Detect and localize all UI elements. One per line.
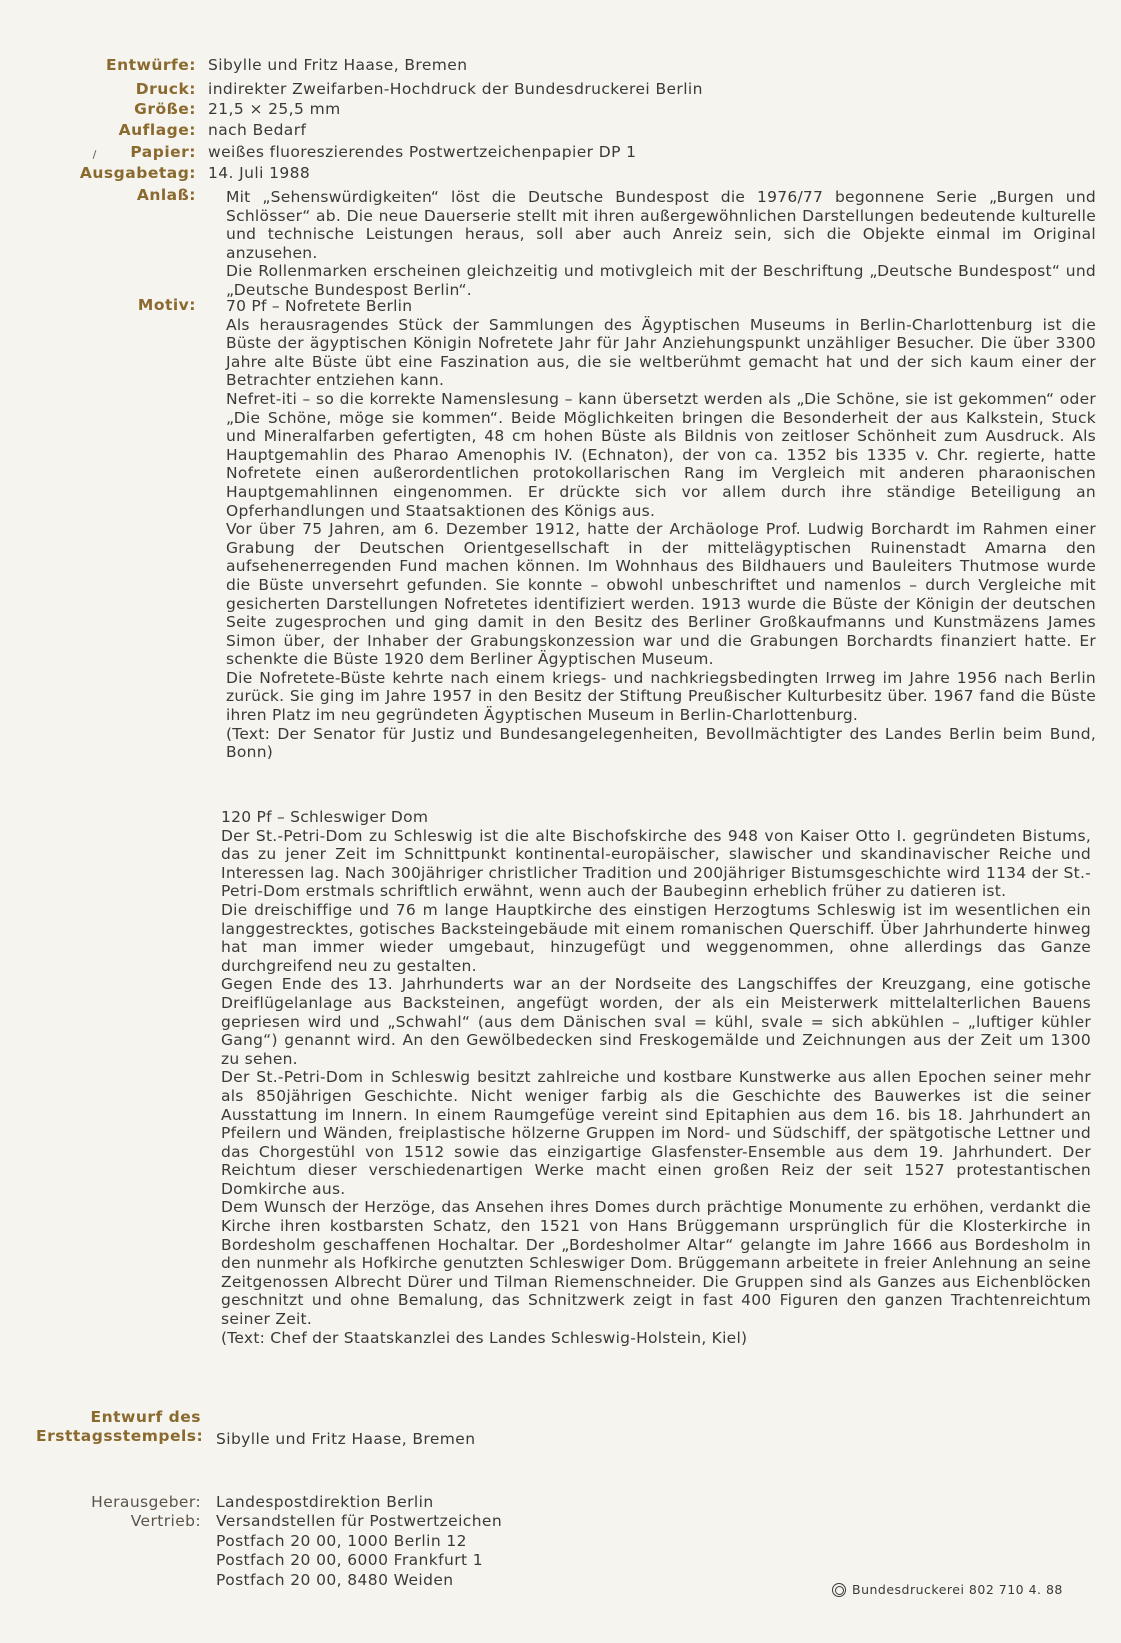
anlass-label-row: [0, 186, 208, 204]
spec-value: 21,5 × 25,5 mm: [208, 100, 341, 118]
spec-label: Ausgabetag:: [79, 164, 196, 182]
paragraph: Die dreischiffige und 76 m lange Hauptkirche des einstigen Herzogtums Schleswig ist im wesentlichen ein langgestrecktes, gotisches Backsteingebäude mit einem romanischen Querschiff. Über Jahrhunderte hinweg hat man immer wieder umgebaut, hinzugefügt und weggenommen, ohne allerdings das Ganze durchgreifend neu zu gestalten.: [221, 900, 1091, 975]
anlass-text: [226, 188, 1096, 300]
paragraph: Nefret-iti – so die korrekte Namenslesung – kann übersetzt werden als „Die Schöne, sie ist gekommen“ oder „Die Schöne, möge sie kommen“. Beide Möglichkeiten bringen die Besonderheit der aus Kalkstein, Stuck und Mineralfarben gefertigten, 48 cm hohen Büste als Bildnis von zeitloser Schönheit zum Ausdruck. Als Hauptgemahlin des Pharao Amenophis IV. (Echnaton), der von ca. 1352 bis 1335 v. Chr. regierte, hatte Nofretete einen außerordentlichen protokollarischen Rang im Vergleich mit anderen pharaonischen Hauptgemahlinnen eingenommen. Er drückte sich vor allem durch ihre ständige Beteiligung an Opferhandlungen und Staatsaktionen des Königs aus.: [226, 389, 1096, 520]
paragraph: Die Nofretete-Büste kehrte nach einem kriegs- und nachkriegsbedingten Irrweg im Jahre 1956 nach Berlin zurück. Sie ging im Jahre 1957 in den Besitz der Stiftung Preußischer Kulturbesitz über. 1967 fand die Büste ihren Platz im neu gegründeten Ägyptischen Museum in Berlin-Charlottenburg.: [226, 668, 1096, 725]
paragraph: Dem Wunsch der Herzöge, das Ansehen ihres Domes durch prächtige Monumente zu erhöhen, verdankt die Kirche ihren kostbarsten Schatz, den 1521 von Hans Brüggemann ursprünglich für die Klosterkirche in Bordesholm geschaffenen Hochaltar. Der „Bordesholmer Altar“ gelangte im Jahre 1666 aus Bordesholm in den nunmehr als Hofkirche genutzten Schleswiger Dom. Brüggemann arbeitete in freier Anlehnung an seine Zeitgenossen Albrecht Dürer und Tilman Riemenschneider. Die Gruppen sind als Ganzes aus Eichenblöcken geschnitzt und ohne Bemalung, das Schnitzwerk zeigt in fast 400 Figuren den ganzen Trachtenreichtum seiner Zeit.: [221, 1198, 1091, 1329]
spec-value: weißes fluoreszierendes Postwertzeichenpapier DP 1: [208, 143, 637, 161]
spec-row-ausgabetag: [0, 164, 310, 182]
spec-value: Sibylle und Fritz Haase, Bremen: [208, 56, 468, 74]
motiv-nofretete: [226, 297, 1096, 762]
spec-label: Druck:: [135, 80, 196, 98]
distribution-line: Versandstellen für Postwertzeichen: [216, 1512, 503, 1530]
distribution-line: Postfach 20 00, 8480 Weiden: [216, 1570, 454, 1589]
stempel-label-line1: Entwurf des: [90, 1408, 201, 1426]
motiv-schleswig: [221, 808, 1091, 1347]
paragraph: Der St.-Petri-Dom zu Schleswig ist die alte Bischofskirche des 948 von Kaiser Otto I. gegründeten Bistums, das zu jener Zeit im Schnittpunkt kontinental-europäischer, slawischer und skandinavischer Reiche und Interessen lag. Nach 300jähriger christlicher Tradition und 200jähriger Bistumsgeschichte wird 1134 der St.-Petri-Dom erstmals schriftlich erwähnt, wenn auch der Baubeginn erheblich früher zu datieren ist.: [221, 826, 1091, 901]
paragraph: Gegen Ende des 13. Jahrhunderts war an der Nordseite des Langschiffes der Kreuzgang, eine gotische Dreiflügelanlage aus Backsteinen, angefügt worden, der als ein Meisterwerk mittelalterlichen Bauens gepriesen wird und „Schwahl“ (aus dem Dänischen sval = kühl, svale = sich abkühlen – „luftiger kühler Gang“) genannt wird. An den Gewölbedecken sind Freskogemälde und Zeichnungen aus der Zeit um 1300 zu sehen.: [221, 975, 1091, 1068]
paragraph: Die Rollenmarken erscheinen gleichzeitig und motivgleich mit der Beschriftung „Deutsche Bundespost“ und „Deutsche Bundespost Berlin“.: [226, 262, 1096, 299]
paragraph: Mit „Sehenswürdigkeiten“ löst die Deutsche Bundespost die 1976/77 begonnene Serie „Burgen und Schlösser“ ab. Die neue Dauerserie stellt mit ihren außergewöhnlichen Darstellungen bedeutende kulturelle und technische Leistungen heraus, soll aber auch Anreiz sein, sich die Objekte einmal im Original anzusehen.: [226, 188, 1096, 262]
spec-label: Papier:: [130, 143, 196, 161]
printer-imprint: [832, 1582, 1063, 1597]
source-note: (Text: Chef der Staatskanzlei des Landes Schleswig-Holstein, Kiel): [221, 1328, 748, 1347]
publisher-label: Herausgeber:: [91, 1493, 201, 1511]
publisher-value: Landespostdirektion Berlin: [216, 1493, 434, 1511]
motiv-title: 120 Pf – Schleswiger Dom: [221, 808, 429, 826]
bundesdruckerei-logo-icon: [832, 1583, 846, 1597]
anlass-label: Anlaß:: [136, 186, 196, 204]
printer-text: Bundesdruckerei 802 710 4. 88: [852, 1582, 1063, 1597]
paragraph: Als herausragendes Stück der Sammlungen des Ägyptischen Museums in Berlin-Charlottenburg ist die Büste der ägyptischen Königin Nofretete Jahr für Jahr Anziehungspunkt unzähliger Besucher. Die über 3300 Jahre alte Büste übt eine Faszination aus, die sie weltberühmt gemacht hat und der sich kaum einer der Betrachter entziehen kann.: [226, 315, 1096, 390]
spec-row-entwuerfe: [0, 56, 467, 74]
spec-row-groesse: [0, 100, 341, 118]
spec-label: Größe:: [134, 100, 196, 118]
distribution-label: Vertrieb:: [130, 1512, 201, 1530]
spec-value: nach Bedarf: [208, 121, 307, 139]
stempel-value: Sibylle und Fritz Haase, Bremen: [216, 1430, 476, 1448]
stempel-label: [36, 1408, 204, 1446]
spec-row-papier: [0, 143, 636, 161]
spec-value: 14. Juli 1988: [208, 164, 311, 182]
distribution-line: Postfach 20 00, 1000 Berlin 12: [216, 1531, 467, 1550]
spec-label: Entwürfe:: [106, 56, 196, 74]
spec-row-druck: [0, 80, 703, 98]
spec-label: Auflage:: [118, 121, 196, 139]
spec-row-auflage: [0, 121, 306, 139]
motiv-label-row: [0, 296, 208, 314]
paragraph: Vor über 75 Jahren, am 6. Dezember 1912, hatte der Archäologe Prof. Ludwig Borchardt im Rahmen einer Grabung der Deutschen Orientgesellschaft in der mittelägyptischen Ruinenstadt Amarna den aufsehenerregenden Fund machen können. Im Wohnhaus des Bildhauers und Bauleiters Thutmose wurde die Büste unversehrt gefunden. Sie konnte – obwohl unbeschriftet und namenlos – durch Vergleiche mit gesicherten Darstellungen Nofretetes identifiziert werden. 1913 wurde die Büste der Königin der deutschen Seite zugesprochen und ging damit in den Besitz des Berliner Großkaufmanns und Kunstmäzens James Simon über, der Inhaber der Grabungskonzession war und die Grabungen Borchardts finanziert hatte. Er schenkte die Büste 1920 dem Berliner Ägyptischen Museum.: [226, 520, 1096, 669]
distribution-line: Postfach 20 00, 6000 Frankfurt 1: [216, 1551, 484, 1569]
stempel-label-line2: Ersttagsstempels:: [36, 1427, 204, 1445]
distribution-value: [216, 1512, 502, 1590]
paragraph: Der St.-Petri-Dom in Schleswig besitzt zahlreiche und kostbare Kunstwerke aus allen Epochen seiner mehr als 850jährigen Geschichte. Nicht weniger farbig als die Geschichte des Bauwerkes ist die seiner Ausstattung im Innern. In einem Raumgefüge vereint sind Epitaphien aus dem 16. bis 18. Jahrhundert an Pfeilern und Wänden, freiplastische hölzerne Gruppen im Nord- und Südschiff, der spätgotische Lettner und das Chorgestühl von 1512 sowie das einzigartige Glasfenster-Ensemble aus dem 19. Jahrhundert. Der Reichtum dieser verschiedenartigen Werke macht einen großen Reiz der seit 1527 protestantischen Domkirche aus.: [221, 1068, 1091, 1198]
motiv-title: 70 Pf – Nofretete Berlin: [226, 297, 413, 315]
spec-value: indirekter Zweifarben-Hochdruck der Bundesdruckerei Berlin: [208, 80, 703, 98]
source-note: (Text: Der Senator für Justiz und Bundesangelegenheiten, Bevollmächtigter des Landes Berlin beim Bund, Bonn): [226, 724, 1096, 762]
motiv-label: Motiv:: [137, 296, 196, 314]
